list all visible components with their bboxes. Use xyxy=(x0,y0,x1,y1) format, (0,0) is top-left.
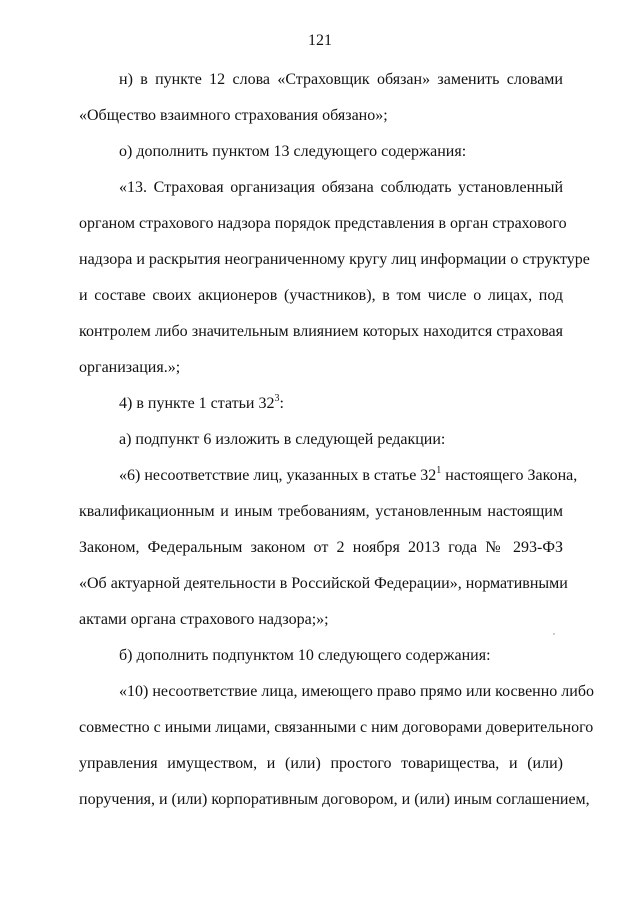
paragraph-line: «10) несоответствие лица, имеющего право прямо или косвенно либо xyxy=(119,683,594,700)
paragraph-line: «13. Страховая организация обязана соблюдать установленный xyxy=(119,179,563,196)
paragraph-line: «Об актуарной деятельности в Российской Федерации», нормативными xyxy=(79,575,568,592)
line-text-after: настоящего Закона, xyxy=(441,467,578,484)
paragraph-line: о) дополнить пунктом 13 следующего содержания: xyxy=(119,143,467,160)
paragraph-line: управления имуществом, и (или) простого товарищества, и (или) xyxy=(79,755,563,772)
line-text-after: : xyxy=(279,395,284,412)
paragraph-line: поручения, и (или) корпоративным договором, и (или) иным соглашением, xyxy=(79,791,590,808)
paragraph-line: совместно с иными лицами, связанными с ним договорами доверительного xyxy=(79,719,594,736)
superscript: 3 xyxy=(274,392,280,404)
paragraph-line: б) дополнить подпунктом 10 следующего содержания: xyxy=(119,647,491,664)
paragraph-line xyxy=(119,464,578,486)
paragraph-line: квалификационным и иным требованиям, установленным настоящим xyxy=(79,503,563,520)
paragraph-line: а) подпункт 6 изложить в следующей редакции: xyxy=(119,431,446,448)
paragraph-line: органом страхового надзора порядок представления в орган страхового xyxy=(79,215,567,232)
scan-dot xyxy=(553,633,555,635)
paragraph-line: Законом, Федеральным законом от 2 ноября 2013 года № 293-ФЗ xyxy=(79,539,563,556)
paragraph-line: контролем либо значительным влиянием которых находится страховая xyxy=(79,323,563,340)
superscript: 1 xyxy=(436,464,442,476)
paragraph-line xyxy=(119,394,284,414)
paragraph-line: и составе своих акционеров (участников), в том числе о лицах, под xyxy=(79,287,563,304)
page-number: 121 xyxy=(308,32,332,49)
line-text: «6) несоответствие лиц, указанных в статье 32 xyxy=(119,467,437,484)
paragraph-line: н) в пункте 12 слова «Страховщик обязан» заменить словами xyxy=(119,71,563,88)
paragraph-line: организация.»; xyxy=(79,359,181,376)
line-text: 4) в пункте 1 статьи 32 xyxy=(119,395,275,412)
paragraph-line: «Общество взаимного страхования обязано»; xyxy=(79,107,388,124)
paragraph-line: актами органа страхового надзора;»; xyxy=(79,611,329,628)
paragraph-line: надзора и раскрытия неограниченному кругу лиц информации о структуре xyxy=(79,251,590,268)
